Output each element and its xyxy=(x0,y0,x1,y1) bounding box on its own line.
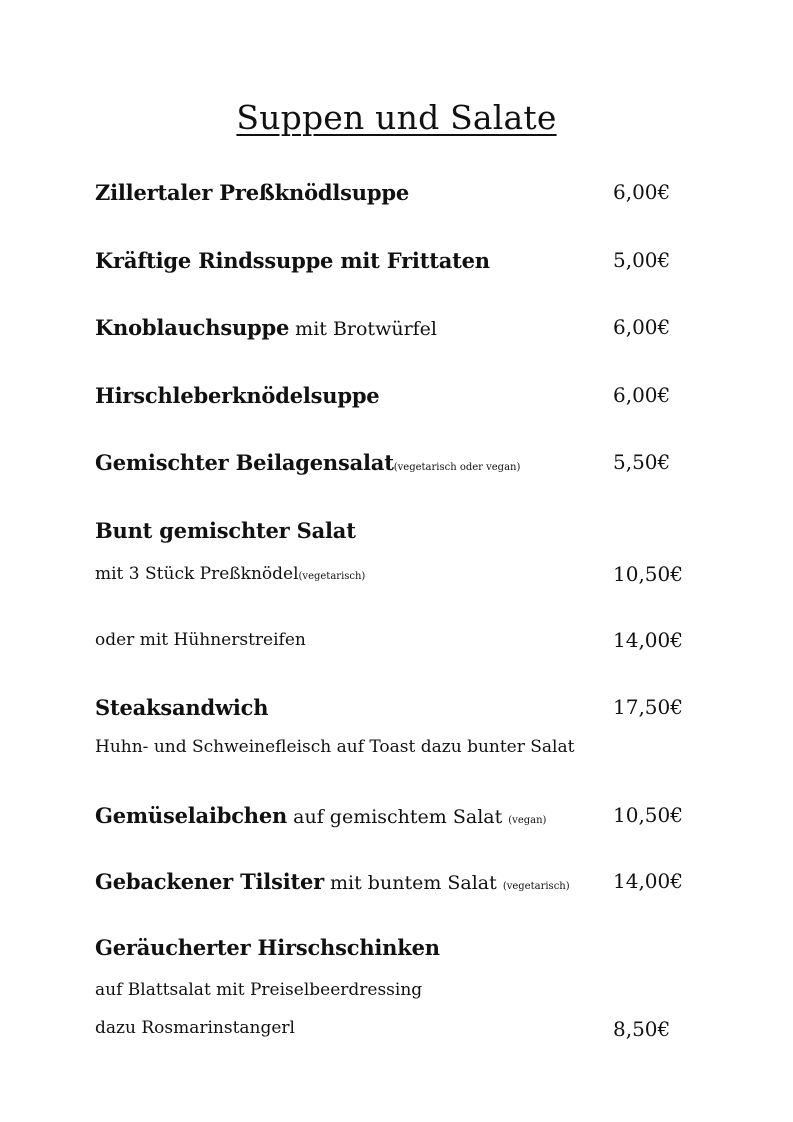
menu-item xyxy=(95,935,440,960)
item-note: (vegetarisch) xyxy=(502,881,570,892)
item-name: Knoblauchsuppe xyxy=(95,315,290,340)
item-price: 6,00€ xyxy=(613,180,671,204)
menu-item xyxy=(95,315,437,340)
item-name: Geräucherter Hirschschinken xyxy=(95,935,440,960)
item-description: Huhn- und Schweinefleisch auf Toast dazu bunter Salat xyxy=(95,737,575,757)
item-description: oder mit Hühnerstreifen xyxy=(95,630,306,650)
item-name: Bunt gemischter Salat xyxy=(95,518,356,543)
item-name: Zillertaler Preßknödlsuppe xyxy=(95,180,409,205)
menu-subitem xyxy=(95,564,365,584)
item-name: Kräftige Rindssuppe mit Frittaten xyxy=(95,248,490,273)
menu-item xyxy=(95,695,268,720)
item-name: Steaksandwich xyxy=(95,695,269,720)
menu-item xyxy=(95,383,379,408)
item-note: (vegan) xyxy=(508,815,547,826)
item-price: 8,50€ xyxy=(613,1017,671,1041)
menu-item xyxy=(95,869,570,894)
menu-item xyxy=(95,803,546,828)
item-description: auf gemischtem Salat xyxy=(287,806,509,828)
item-price: 10,50€ xyxy=(613,803,683,827)
item-name: Hirschleberknödelsuppe xyxy=(95,383,380,408)
item-description: mit Brotwürfel xyxy=(289,318,438,340)
item-description: auf Blattsalat mit Preiselbeerdressing xyxy=(95,980,423,1000)
menu-item xyxy=(95,248,490,273)
item-name: Gemischter Beilagensalat xyxy=(95,450,394,475)
menu-subitem xyxy=(95,737,574,757)
item-price: 10,50€ xyxy=(613,562,683,586)
item-name: Gemüselaibchen xyxy=(95,803,288,828)
menu-subitem xyxy=(95,630,306,650)
page-title: Suppen und Salate xyxy=(236,98,557,137)
item-price: 14,00€ xyxy=(613,869,683,893)
item-description: dazu Rosmarinstangerl xyxy=(95,1018,295,1038)
menu-item xyxy=(95,180,409,205)
item-price: 17,50€ xyxy=(613,695,683,719)
item-price: 6,00€ xyxy=(613,315,671,339)
item-note: (vegetarisch) xyxy=(298,571,366,582)
menu-item xyxy=(95,518,356,543)
item-description: mit buntem Salat xyxy=(324,872,503,894)
menu-subitem xyxy=(95,1018,295,1038)
item-name: Gebackener Tilsiter xyxy=(95,869,324,894)
item-note: (vegetarisch oder vegan) xyxy=(393,462,521,473)
item-price: 14,00€ xyxy=(613,628,683,652)
item-price: 6,00€ xyxy=(613,383,671,407)
item-price: 5,00€ xyxy=(613,248,671,272)
item-price: 5,50€ xyxy=(613,450,671,474)
menu-item xyxy=(95,450,520,475)
item-description: mit 3 Stück Preßknödel xyxy=(95,564,299,584)
menu-subitem xyxy=(95,980,422,1000)
